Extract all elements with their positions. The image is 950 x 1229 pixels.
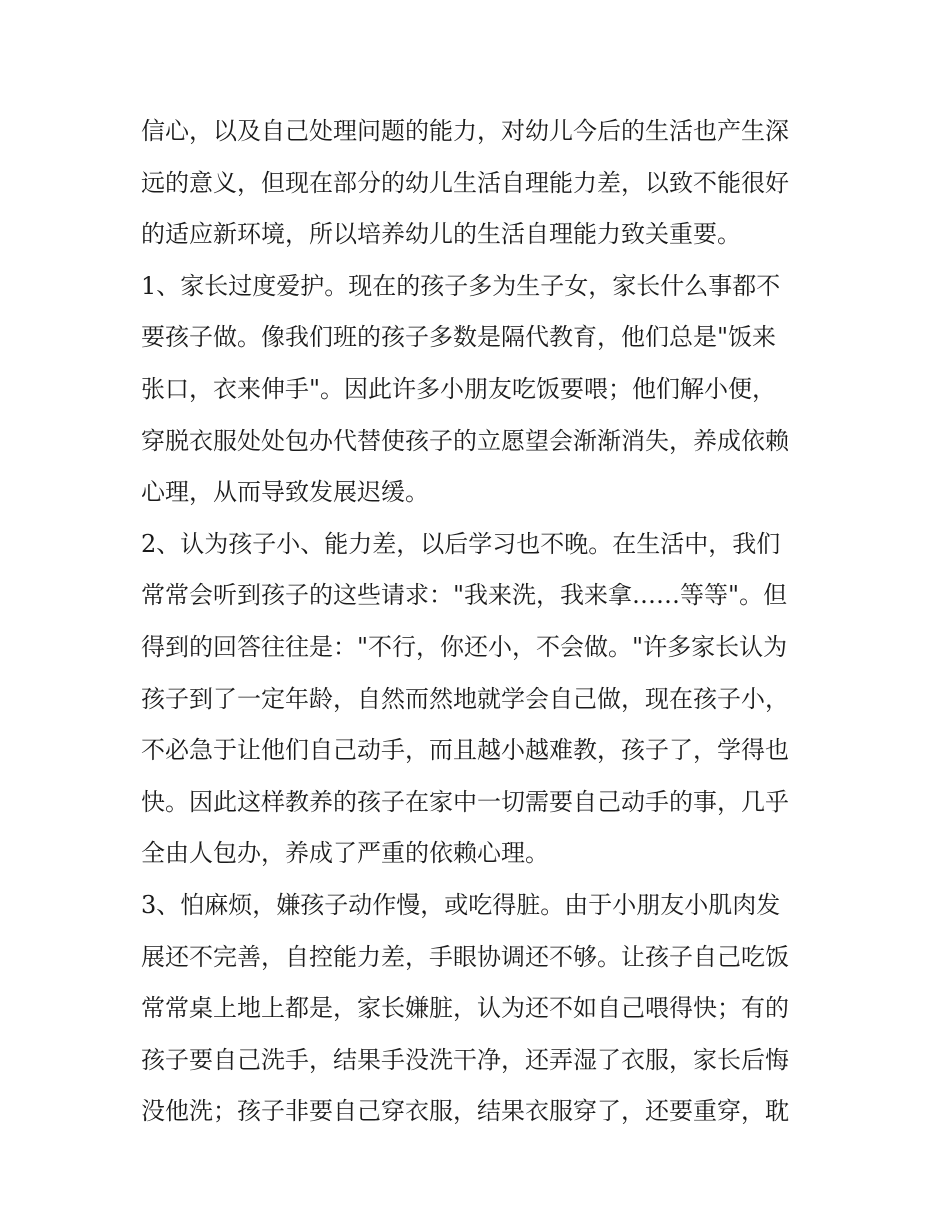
text-line-19: 孩子要自己洗手，结果手没洗干净，还弄湿了衣服，家长后悔: [141, 1045, 789, 1074]
text-line-2: 远的意义，但现在部分的幼儿生活自理能力差，以致不能很好: [141, 168, 789, 197]
text-line-4: 1、家长过度爱护。现在的孩子多为生子女，家长什么事都不: [141, 271, 781, 300]
text-line-16: 3、怕麻烦，嫌孩子动作慢，或吃得脏。由于小朋友小肌肉发: [141, 890, 781, 919]
text-line-17: 展还不完善，自控能力差，手眼协调还不够。让孩子自己吃饭: [141, 942, 789, 971]
text-line-9: 2、认为孩子小、能力差，以后学习也不晚。在生活中，我们: [141, 529, 781, 558]
document-body: [141, 106, 821, 1138]
text-line-13: 不必急于让他们自己动手，而且越小越难教，孩子了，学得也: [141, 736, 789, 765]
text-line-11: 得到的回答往往是："不行，你还小，不会做。"许多家长认为: [141, 632, 788, 661]
text-line-1: 信心，以及自己处理问题的能力，对幼儿今后的生活也产生深: [141, 117, 789, 145]
text-line-10: 常常会听到孩子的这些请求："我来洗，我来拿……等等"。但: [141, 581, 788, 610]
text-line-12: 孩子到了一定年龄，自然而然地就学会自己做，现在孩子小，: [141, 684, 789, 713]
text-line-3: 的适应新环境，所以培养幼儿的生活自理能力致关重要。: [141, 220, 741, 249]
text-line-5: 要孩子做。像我们班的孩子多数是隔代教育，他们总是"饭来: [141, 323, 777, 352]
text-line-15: 全由人包办，养成了严重的依赖心理。: [141, 839, 549, 868]
text-line-7: 穿脱衣服处处包办代替使孩子的立愿望会渐渐消失，养成依赖: [141, 426, 789, 455]
text-line-6: 张口，衣来伸手"。因此许多小朋友吃饭要喂；他们解小便，: [141, 374, 777, 403]
text-line-18: 常常桌上地上都是，家长嫌脏，认为还不如自己喂得快；有的: [141, 994, 789, 1023]
text-line-14: 快。因此这样教养的孩子在家中一切需要自己动手的事，几乎: [141, 787, 789, 816]
text-line-8: 心理，从而导致发展迟缓。: [141, 478, 429, 507]
text-line-20: 没他洗；孩子非要自己穿衣服，结果衣服穿了，还要重穿，耽: [141, 1097, 789, 1126]
